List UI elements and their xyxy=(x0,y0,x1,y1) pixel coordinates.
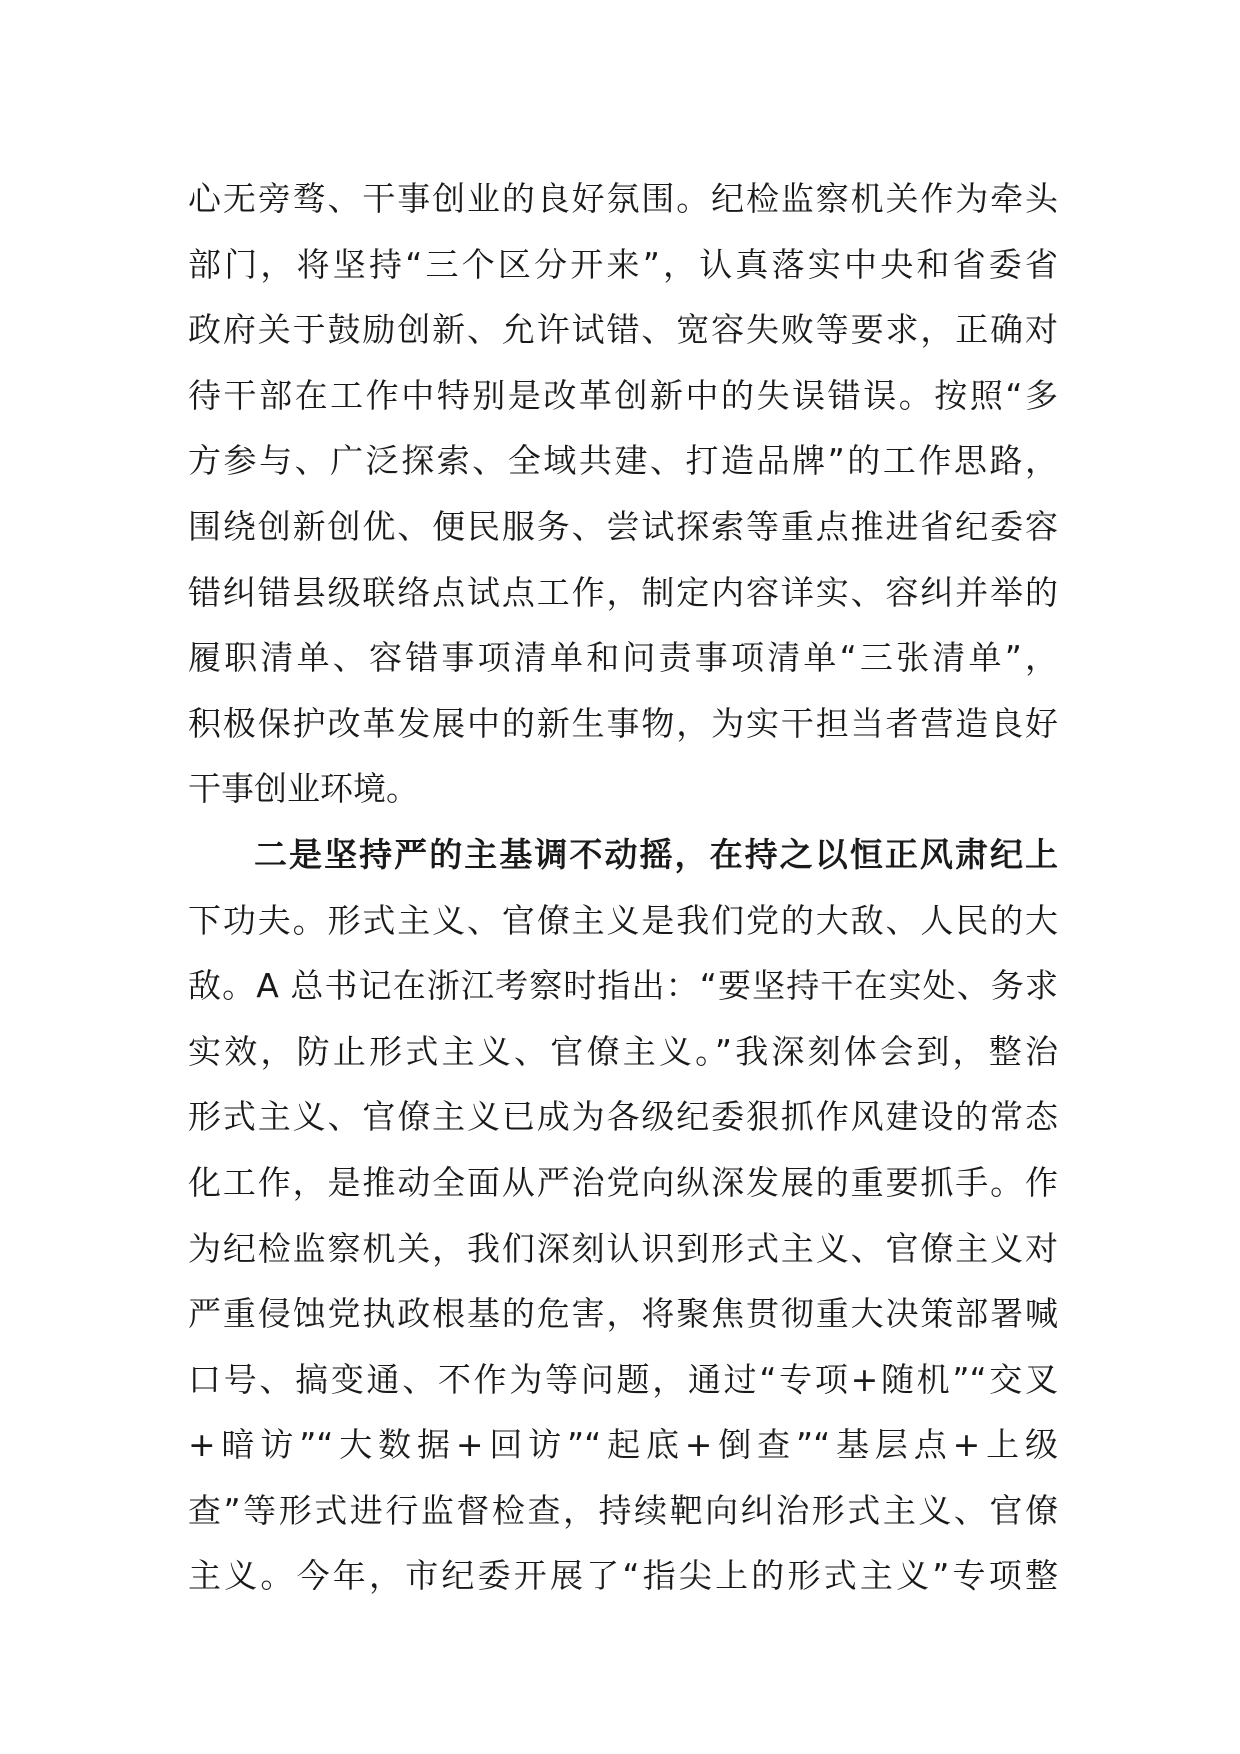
text-line: 错纠错县级联络点试点工作，制定内容详实、容纠并举的 xyxy=(188,572,1058,612)
text-line: 部门，将坚持“三个区分开来”，认真落实中央和省委省 xyxy=(188,244,1058,284)
paragraph-heading-line xyxy=(188,822,1058,888)
text-line: 主义。今年，市纪委开展了“指尖上的形式主义”专项整 xyxy=(188,1556,1058,1596)
text-line: +暗访”“大数据+回访”“起底+倒查”“基层点+上级 xyxy=(188,1425,1058,1465)
document-body xyxy=(188,166,1058,1609)
text-line: 严重侵蚀党执政根基的危害，将聚焦贯彻重大决策部署喊 xyxy=(188,1294,1058,1334)
text-line: 形式主义、官僚主义已成为各级纪委狠抓作风建设的常态 xyxy=(188,1097,1058,1137)
paragraph-1 xyxy=(188,166,1058,822)
paragraph-2 xyxy=(188,822,1058,1609)
text-line: 干事创业环境。 xyxy=(188,769,419,809)
text-line: 化工作，是推动全面从严治党向纵深发展的重要抓手。作 xyxy=(188,1162,1058,1202)
text-line: 下功夫。形式主义、官僚主义是我们党的大敌、人民的大 xyxy=(188,900,1058,940)
text-line: 方参与、广泛探索、全域共建、打造品牌”的工作思路， xyxy=(188,441,1058,481)
text-line: 履职清单、容错事项清单和问责事项清单“三张清单”， xyxy=(188,638,1058,678)
text-line: 查”等形式进行监督检查，持续靶向纠治形式主义、官僚 xyxy=(188,1490,1058,1530)
section-heading: 二是坚持严的主基调不动摇，在持之以恒正风肃纪上 xyxy=(254,834,1058,874)
text-line: 待干部在工作中特别是改革创新中的失误错误。按照“多 xyxy=(188,375,1058,415)
text-line: 为纪检监察机关，我们深刻认识到形式主义、官僚主义对 xyxy=(188,1228,1058,1268)
text-line: 政府关于鼓励创新、允许试错、宽容失败等要求，正确对 xyxy=(188,310,1058,350)
text-line: 口号、搞变通、不作为等问题，通过“专项+随机”“交叉 xyxy=(188,1359,1058,1399)
text-line: 积极保护改革发展中的新生事物，为实干担当者营造良好 xyxy=(188,703,1058,743)
text-line: 敌。A 总书记在浙江考察时指出：“要坚持干在实处、务求 xyxy=(188,966,1058,1006)
text-line: 围绕创新创优、便民服务、尝试探索等重点推进省纪委容 xyxy=(188,506,1058,546)
text-line: 心无旁骛、干事创业的良好氛围。纪检监察机关作为牵头 xyxy=(188,179,1058,218)
text-line: 实效，防止形式主义、官僚主义。”我深刻体会到，整治 xyxy=(188,1031,1058,1071)
